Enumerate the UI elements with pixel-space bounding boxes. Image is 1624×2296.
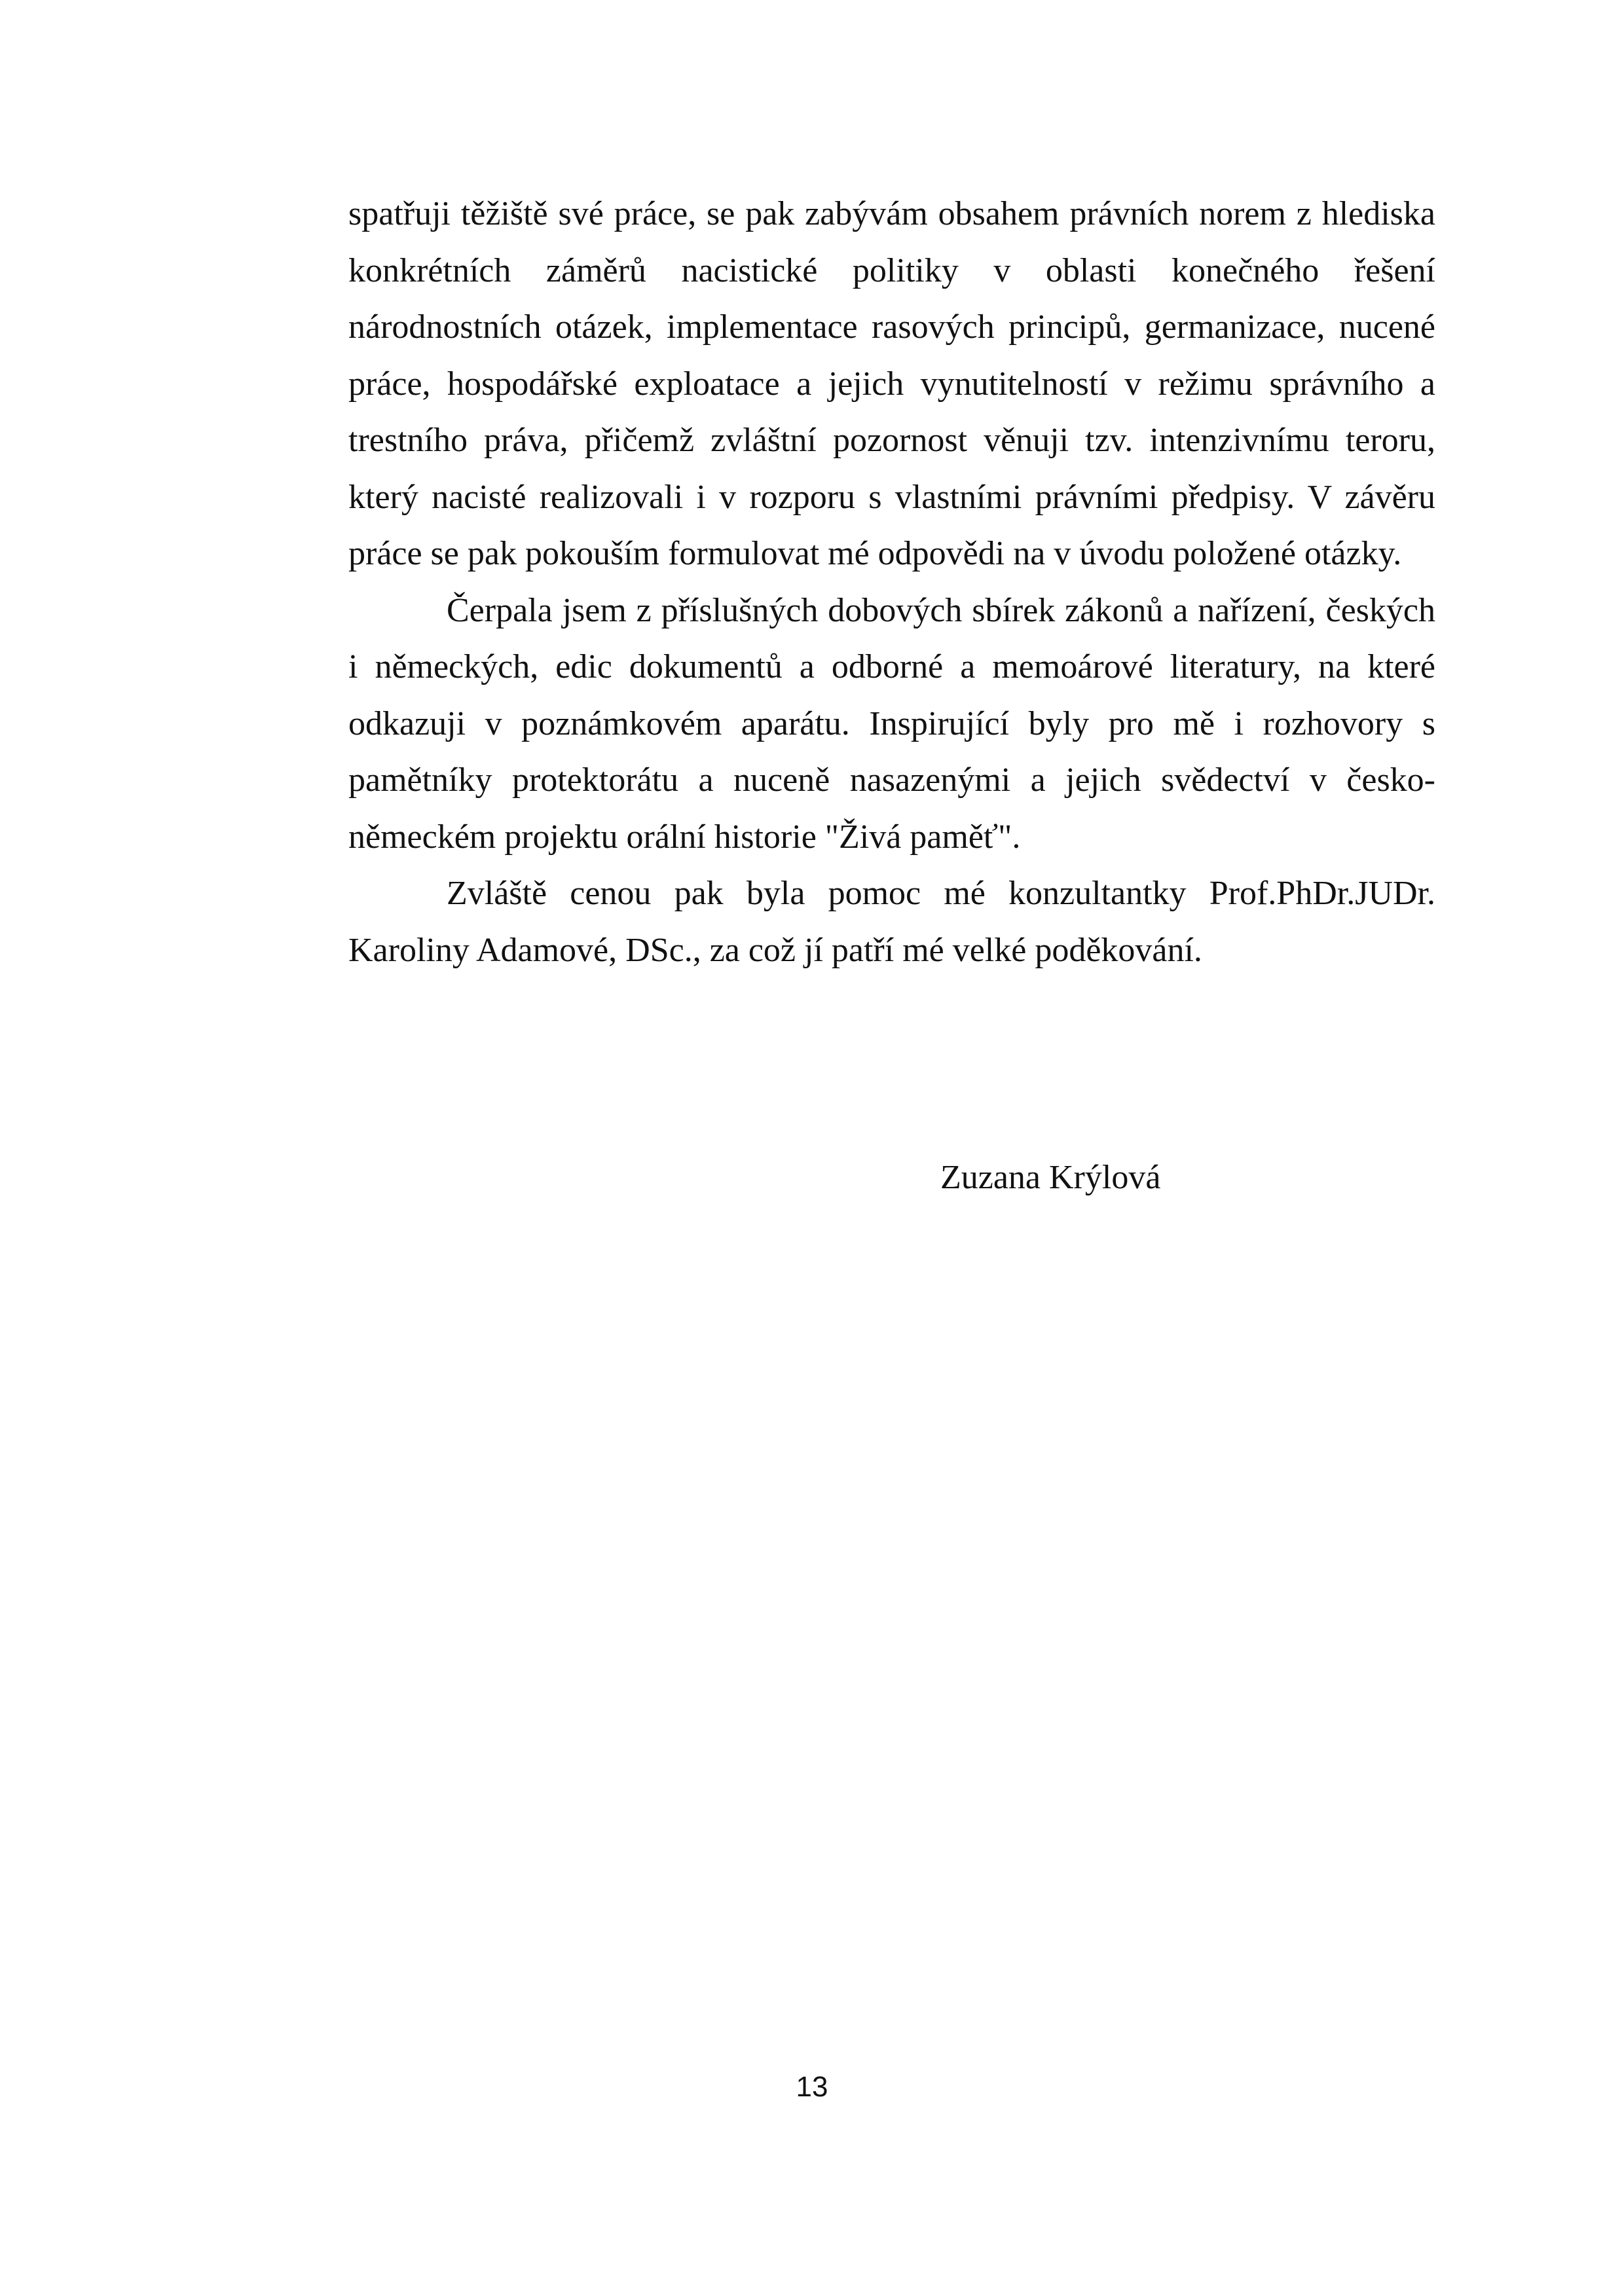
author-signature: Zuzana Krýlová (940, 1159, 1161, 1196)
body-text (348, 186, 1435, 979)
page-number: 13 (796, 2071, 828, 2103)
paragraph-acknowledgement: Zvláště cenou pak byla pomoc mé konzultantky Prof.PhDr.JUDr. Karoliny Adamové, DSc., za což jí patří mé velké poděkování. (348, 875, 1435, 969)
paragraph-continuation: spatřuji těžiště své práce, se pak zabývám obsahem právních norem z hlediska konkrétních záměrů nacistické politiky v oblasti konečného řešení národnostních otázek, implementace rasových principů, germanizace, nucené práce, hospodářské exploatace a jejich vynutitelností v režimu správního a trestního práva, přičemž zvláštní pozornost věnuji tzv. intenzivnímu teroru, který nacisté realizovali i v rozporu s vlastními právními předpisy. V závěru práce se pak pokouším formulovat mé odpovědi na v úvodu položené otázky. (348, 195, 1435, 572)
paragraph-sources: Čerpala jsem z příslušných dobových sbírek zákonů a nařízení, českých i německých, edic dokumentů a odborné a memoárové literatury, na které odkazuji v poznámkovém aparátu. Inspirující byly pro mě i rozhovory s pamětníky protektorátu a nuceně nasazenými a jejich svědectví v česko-německém projektu orální historie "Živá paměť". (348, 591, 1435, 856)
